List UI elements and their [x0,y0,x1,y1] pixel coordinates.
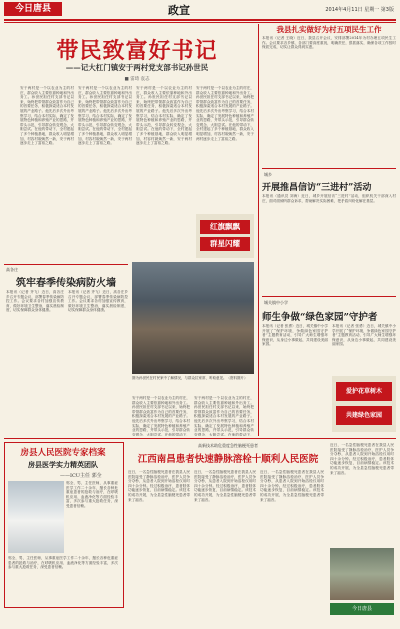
right-article-2-headline: 开展推昌信访“三进村”活动 [262,183,372,193]
bottom-body-col3: 近日，一名急性脑梗死患者在我县人民医院接受了静脉溶栓治疗，医护人员争分夺秒，从患者入院到开始溶栓仅用时四十余分钟。经过积极治疗，患者肢体功能逐步恢复，目前病情稳定。该技术的成功开展，为全县急性脑梗死患者带来了福音。 [260,470,324,502]
bottom-kicker: 高新技术助危重度急性脑梗死患者 [198,443,258,448]
header-rule [4,19,396,21]
newspaper-logo: 今日唐县 [4,2,62,16]
bottom-photo [330,548,394,600]
doctor-photo [8,481,64,553]
bottom-body-col4: 近日，一名急性脑梗死患者在我县人民医院接受了静脉溶栓治疗，医护人员争分夺秒，从患者入院到开始溶栓仅用时四十余分钟。经过积极治疗，患者肢体功能逐步恢复，目前病情稳定。该技术的成功开展，为全县急性脑梗死患者带来了福音。 [330,443,394,475]
doctor-box-title: 房县人民医院专家档案 [20,448,106,458]
divider [262,168,396,169]
doctor-box-subtitle: 房县医学实力精英团队 [28,460,98,469]
mid-body-col2: 本报讯（记者 齐飞）近日，高各庄乡召开专题会议，部署春季传染病防控工作。会议要求各村加强宣传教育，做好环境卫生整治，落实晨检制度，切实保障群众身体健康。 [68,290,128,313]
slogan-2-line-2: 共建绿色家园 [336,406,392,425]
section-divider [4,438,396,439]
mid-kicker: 高各庄 [6,267,18,272]
lead-body-col6: 安于两村是一个以农业为主的村庄，群众收入主要依靠种地和外出务工。孙世民担任村支部书记以来，始终把带领群众致富作为自己的首要任务，积极探索适合本村发展的产业路子。他先后多次外出考察学习，结合本村实际，确定了发展特色种植和养殖产业的思路，并带头示范，引导群众转变观念，大胆尝试。在他的带动下， [194,396,254,436]
right-article-1-body: 本报讯（记者 王晓）近日，我县召开会议，安排部署2014年为村办理五项民生工作。会议要求各乡镇、各部门要高度重视，明确责任，狠抓落实，确保各项工作按时保质完成，切实让群众得到实惠。 [262,36,396,50]
bottom-body-col2: 近日，一名急性脑梗死患者在我县人民医院接受了静脉溶栓治疗，医护人员争分夺秒，从患者入院到开始溶栓仅用时四十余分钟。经过积极治疗，患者肢体功能逐步恢复，目前病情稳定。该技术的成功开展，为全县急性脑梗死患者带来了福音。 [194,470,256,502]
header-rule-thin [4,22,396,23]
footer-logo: 今日唐县 [330,603,394,615]
right-article-3-body: 本报讯（记者 张勇）近日，城关镇中小学开展了“保护环境，争做绿色家园守护者”主题教育活动，引导广大师生增强环保意识，从身边小事做起，共同建设美丽家园。 [262,324,328,347]
right-article-3-kicker: 城关镇中小学 [264,300,288,305]
doctor-bio-side: 郭全，男，主任医师，从事重症医学工作二十余年，擅长各种危重症患者的抢救与治疗，在呼吸机应用、血液净化等方面经验丰富，多次参与重大抢救任务，深受患者信赖。 [66,481,118,508]
lead-headline: 带民致富好书记 [56,38,218,64]
lead-body-col1: 安于两村是一个以农业为主的村庄，群众收入主要依靠种地和外出务工。孙世民担任村支部书记以来，始终把带领群众致富作为自己的首要任务，积极探索适合本村发展的产业路子。他先后多次外出考察学习，结合本村实际，确定了发展特色种植和养殖产业的思路，并带头示范，引导群众转变观念，大胆尝试。在他的带动下，全村建起了多个种植基地，群众收入明显增加，村容村貌焕然一新，安于两村逐步走上了富裕之路。 [20,86,74,146]
slogan-line-2: 群星闪耀 [200,237,250,251]
lead-body-col4: 安于两村是一个以农业为主的村庄，群众收入主要依靠种地和外出务工。孙世民担任村支部书记以来，始终把带领群众致富作为自己的首要任务，积极探索适合本村发展的产业路子。他先后多次外出考察学习，结合本村实际，确定了发展特色种植和养殖产业的思路，并带头示范，引导群众转变观念，大胆尝试。在他的带动下，全村建起了多个种植基地，群众收入明显增加，村容村貌焕然一新，安于两村逐步走上了富裕之路。 [196,86,254,141]
issue-date: 2014年4月11日 星期一 第3版 [325,7,394,13]
lead-photo-caption: 图为孙世民在村民家中了解情况，与群众拉家常、听取意见。（资料图片） [132,376,248,380]
lead-photo [132,262,254,374]
lead-subheadline: ——记大杠门镇安于两村党支部书记孙世民 [65,63,209,72]
mid-headline: 筑牢春季传染病防火墙 [16,278,116,289]
divider [4,264,128,265]
bottom-body-col1: 近日，一名急性脑梗死患者在我县人民医院接受了静脉溶栓治疗，医护人员争分夺秒，从患者入院到开始溶栓仅用时四十余分钟。经过积极治疗，患者肢体功能逐步恢复，目前病情稳定。该技术的成功开展，为全县急性脑梗死患者带来了福音。 [128,470,190,502]
right-article-1-headline: 我县扎实做好为村五项民生工作 [276,25,382,34]
slogan-2-line-1: 爱护花草树木 [336,382,392,401]
right-article-3-headline: 师生争做“绿色家园”守护者 [262,312,378,323]
divider [262,296,396,297]
masthead [0,0,400,20]
bottom-headline: 江西南昌患者快速静脉溶栓十顺利人民医院 [137,454,319,465]
lead-body-col5: 安于两村是一个以农业为主的村庄，群众收入主要依靠种地和外出务工。孙世民担任村支部书记以来，始终把带领群众致富作为自己的首要任务，积极探索适合本村发展的产业路子。他先后多次外出考察学习，结合本村实际，确定了发展特色种植和养殖产业的思路，并带头示范，引导群众转变观念，大胆尝试。在他的带动下， [132,396,190,436]
right-article-2-kicker: 城乡 [264,172,272,177]
section-title: 政宣 [168,4,190,17]
lead-body-col2: 安于两村是一个以农业为主的村庄，群众收入主要依靠种地和外出务工。孙世民担任村支部书记以来，始终把带领群众致富作为自己的首要任务，积极探索适合本村发展的产业路子。他先后多次外出考察学习，结合本村实际，确定了发展特色种植和养殖产业的思路，并带头示范，引导群众转变观念，大胆尝试。在他的带动下，全村建起了多个种植基地，群众收入明显增加，村容村貌焕然一新，安于两村逐步走上了富裕之路。 [78,86,132,146]
slogan-box [196,214,254,258]
right-article-2-body: 本报讯（通讯员 刘海）近日，城乡开展信访“三进村”活动，组织机关干部深入村庄，面对面倾听群众诉求，帮助解决实际困难，把矛盾纠纷化解在基层。 [262,194,396,203]
mid-body-col1: 本报讯（记者 齐飞）近日，高各庄乡召开专题会议，部署春季传染病防控工作。会议要求各村加强宣传教育，做好环境卫生整治，落实晨检制度，切实保障群众身体健康。 [6,290,64,313]
doctor-name: ——ICU主任 郭全 [60,473,102,479]
slogan-line-1: 红旗飘飘 [200,220,250,234]
column-divider [258,24,259,436]
doctor-bio: 郭全，男，主任医师，从事重症医学工作二十余年，擅长各种危重症患者的抢救与治疗，在呼吸机应用、血液净化等方面经验丰富，多次参与重大抢救任务，深受患者信赖。 [8,556,118,570]
lead-body-col3: 安于两村是一个以农业为主的村庄，群众收入主要依靠种地和外出务工。孙世民担任村支部书记以来，始终把带领群众致富作为自己的首要任务，积极探索适合本村发展的产业路子。他先后多次外出考察学习，结合本村实际，确定了发展特色种植和养殖产业的思路，并带头示范，引导群众转变观念，大胆尝试。在他的带动下，全村建起了多个种植基地，群众收入明显增加，村容村貌焕然一新，安于两村逐步走上了富裕之路。 [136,86,192,146]
right-article-3-body-2: 本报讯（记者 张勇）近日，城关镇中小学开展了“保护环境，争做绿色家园守护者”主题教育活动，引导广大师生增强环保意识，从身边小事做起，共同建设美丽家园。 [332,324,396,347]
lead-byline: ■ 雷琦 袁志 [124,77,150,82]
slogan-box-2 [332,376,396,432]
